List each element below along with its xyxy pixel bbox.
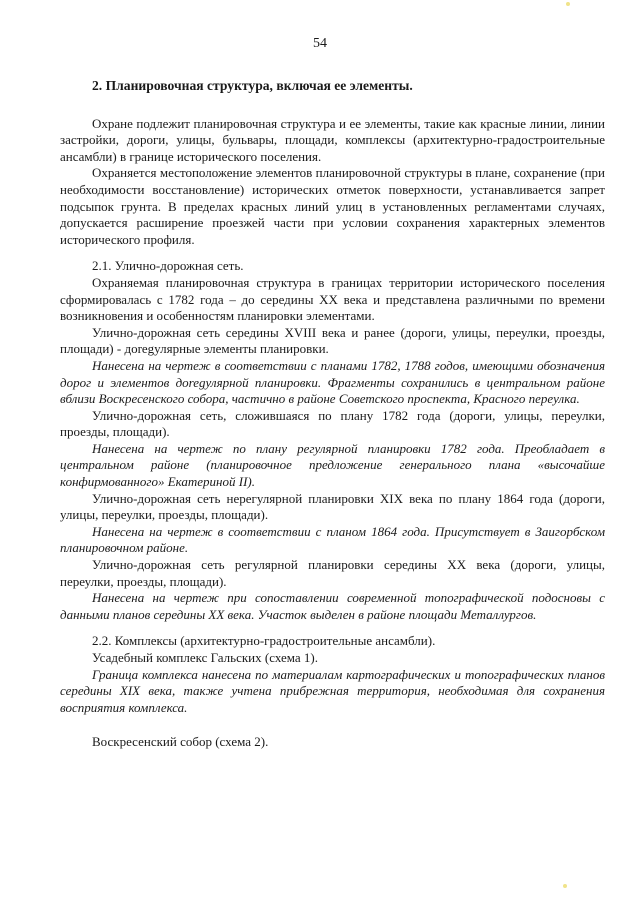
scan-speck <box>566 2 570 6</box>
document-body <box>60 78 605 751</box>
paragraph: Охране подлежит планировочная структура и ее элементы, такие как красные линии, линии застройки, дороги, улицы, бульвары, площади, комплексы (архитектурно-градостроительные ансамбли) в границе исторического поселения. <box>60 115 605 164</box>
paragraph: 2.2. Комплексы (архитектурно-градостроительные ансамбли). <box>92 633 436 649</box>
scan-speck <box>563 884 567 888</box>
paragraph: Охраняемая планировочная структура в границах территории исторического поселения сформировалась с 1782 года – до середины XX века и представлена различными по времени возникновения и особенностям планировки элементами. <box>60 274 605 324</box>
italic-paragraph: Нанесена на чертеж по плану регулярной планировки 1782 года. Преобладает в центральном районе (планировочное предложение генерального плана «высочайше конфирмованного» Екатериной II). <box>60 440 605 490</box>
paragraph: Улично-дорожная сеть, сложившаяся по плану 1782 года (дороги, улицы, переулки, проезды, площади). <box>60 407 605 440</box>
paragraph: Усадебный комплекс Гальских (схема 1). <box>92 650 318 665</box>
paragraphs <box>60 116 605 751</box>
paragraph: 2.1. Улично-дорожная сеть. <box>92 258 244 274</box>
italic-paragraph: Граница комплекса нанесена по материалам картографических и топографических планов середины XIX века, также учтена прибрежная территория, необходимая для сохранения восприятия комплекса. <box>60 666 605 715</box>
italic-paragraph: Нанесена на чертеж в соответствии с планами 1782, 1788 годов, имеющими обозначения дорог и элементов доregулярной планировки. Фрагменты сохранились в центральном районе вблизи Воскресенского собора, частично в районе Советского проспекта, Красного переулка. <box>60 357 605 407</box>
page-number: 54 <box>313 36 327 51</box>
paragraph: Воскресенский собор (схема 2). <box>92 734 269 750</box>
paragraph: Улично-дорожная сеть регулярной планировки середины XX века (дороги, улицы, переулки, проезды, площади). <box>60 557 605 589</box>
italic-paragraph: Нанесена на чертеж в соответствии с планом 1864 года. Присутствует в Заигорбском планировочном районе. <box>60 523 605 556</box>
paragraph: Охраняется местоположение элементов планировочной структуры в плане, сохранение (при необходимости восстановление) исторических отметок поверхности, устанавливается запрет подсыпок грунта. В пределах красных линий улиц в установленных регламентами случаях, допускается расширение проезжей части при условии сохранения характерных элементов исторического профиля. <box>60 165 605 247</box>
section-heading: 2. Планировочная структура, включая ее элементы. <box>92 78 413 93</box>
italic-paragraph: Нанесена на чертеж при сопоставлении современной топографической подосновы с данными планов середины XX века. Участок выделен в районе площади Металлургов. <box>60 590 605 622</box>
paragraph: Улично-дорожная сеть середины XVIII века и ранее (дороги, улицы, переулки, проезды, площади) - доregулярные элементы планировки. <box>60 324 605 357</box>
paragraph: Улично-дорожная сеть нерегулярной планировки XIX века по плану 1864 года (дороги, улицы, переулки, проезды, площади). <box>60 490 605 523</box>
